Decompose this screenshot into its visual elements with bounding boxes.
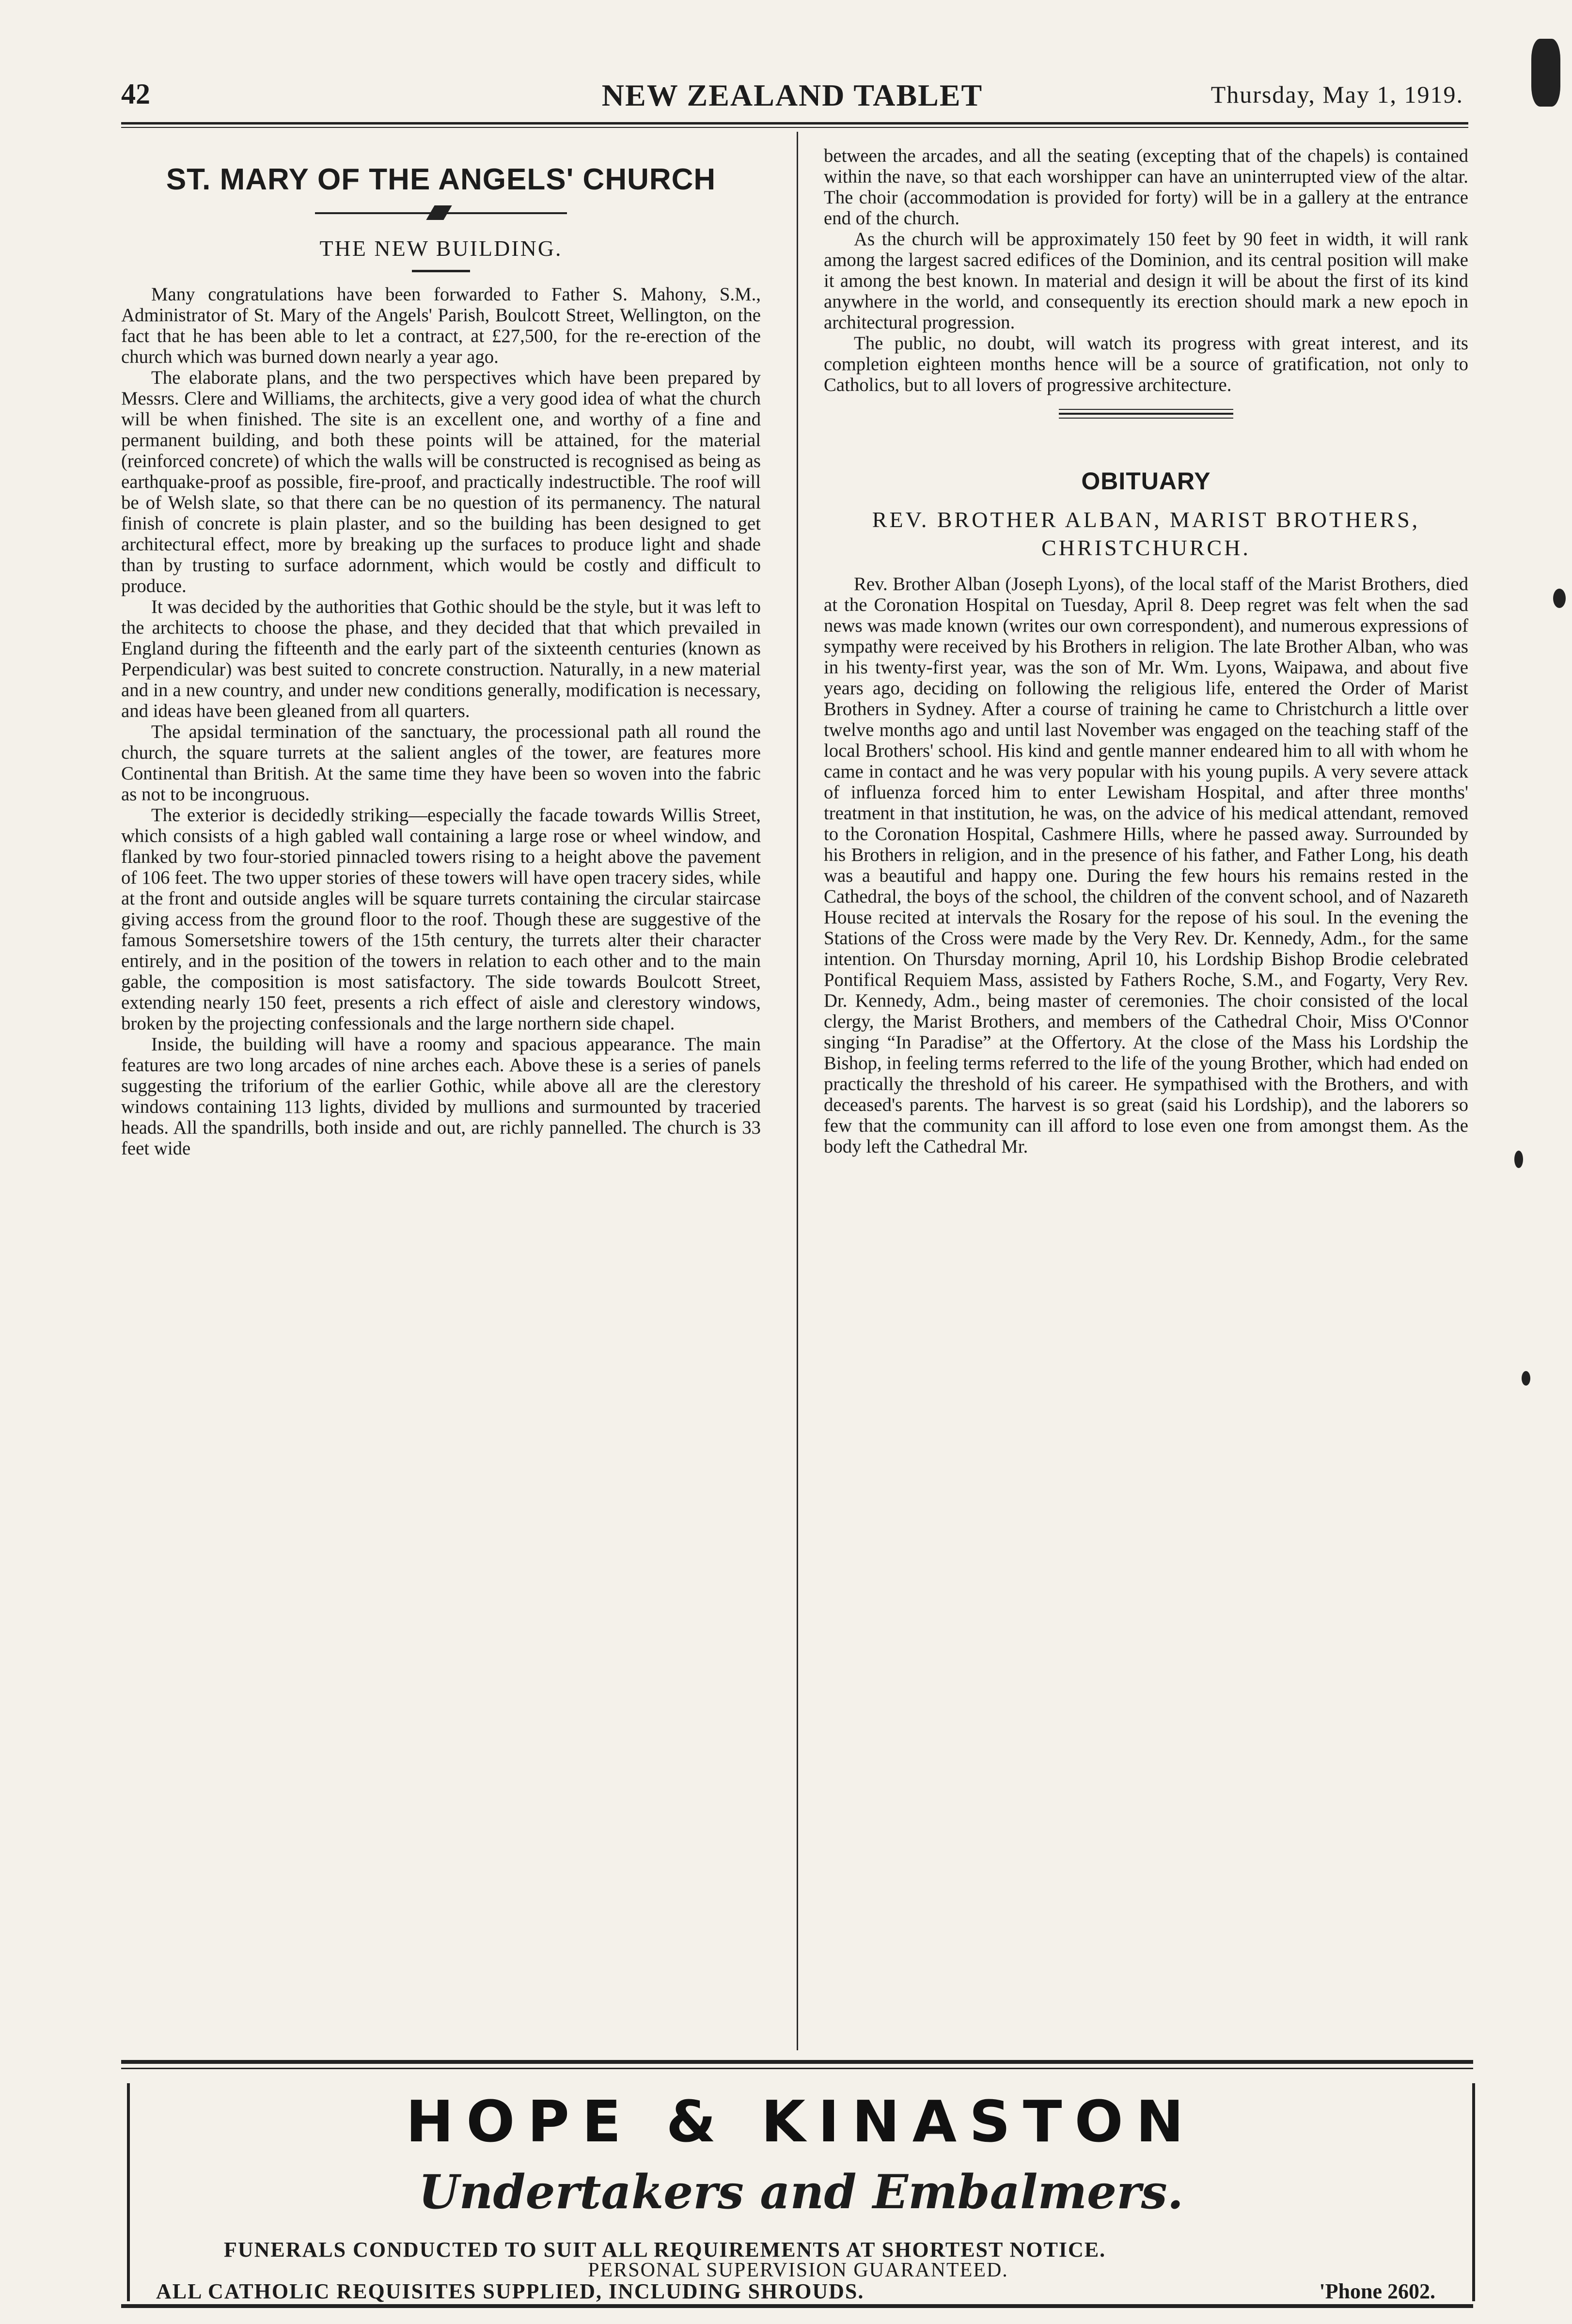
article-body (121, 284, 761, 1159)
publication-title: NEW ZEALAND TABLET (601, 78, 983, 112)
section-separator (1059, 409, 1233, 419)
column-divider (797, 132, 798, 2050)
right-column (824, 145, 1468, 2059)
ad-supervision-line: PERSONAL SUPERVISION GUARANTEED. (588, 2259, 1008, 2281)
ad-text-block (127, 2083, 1469, 2301)
article-subheading: THE NEW BUILDING. (319, 236, 563, 261)
issue-date: Thursday, May 1, 1919. (1210, 81, 1463, 108)
article-continuation (824, 145, 1468, 395)
ad-funerals-line: FUNERALS CONDUCTED TO SUIT ALL REQUIREMENTS AT SHORTEST NOTICE. (224, 2238, 1106, 2262)
margin-speck (1514, 1151, 1523, 1168)
ad-requisites-line: ALL CATHOLIC REQUISITES SUPPLIED, INCLUDING SHROUDS. (156, 2279, 865, 2303)
ad-phone: 'Phone 2602. (1319, 2279, 1435, 2303)
running-head (121, 78, 1463, 116)
paragraph: The elaborate plans, and the two perspectives which have been prepared by Messrs. Clere and Williams, the architects, give a very good idea of what the church will be when finished. The site is an excellent one, and worthy of a fine and permanent building, and both these points will be attained, for the material (reinforced concrete) of which the walls will be constructed is recognised as being as earthquake-proof as possible, fire-proof, and practically indestructible. The roof will be of Welsh slate, so that there can be no question of its permanency. The natural finish of concrete is plain plaster, and so the building has been designed to get architectural effect, more by breaking up the surfaces to produce light and shade than by trusting to surface adornment, which would be costly and difficult to produce. (121, 367, 761, 596)
paragraph: Rev. Brother Alban (Joseph Lyons), of the local staff of the Marist Brothers, died at the Coronation Hospital on Tuesday, April 8. Deep regret was felt when the sad news was made known (writes our own correspondent), and numerous expressions of sympathy were received by his Brothers in religion. The late Brother Alban, who was in his twenty-first year, was the son of Mr. Wm. Lyons, Waipawa, and about five years ago, deciding on following the religious life, entered the Order of Marist Brothers in Sydney. After a course of training he came to Christchurch a little over twelve months ago and until last November was engaged on the teaching staff of the local Brothers' school. His kind and gentle manner endeared him to all with whom he came in contact and he was very popular with his young pupils. A very severe attack of influenza forced him to enter Lewisham Hospital, and after three months' treatment in that institution, he was, on the advice of his medical attendant, removed to the Coronation Hospital, Cashmere Hills, where he passed away. Surrounded by his Brothers in religion, and in the presence of his father, and Father Long, his death was a beautiful and happy one. During the few hours his remains rested in the Cathedral, the boys of the school, the children of the convent school, and of Nazareth House recited at intervals the Rosary for the repose of his soul. In the evening the Stations of the Cross were made by the Very Rev. Dr. Kennedy, Adm., for the same intention. On Thursday morning, April 10, his Lordship Bishop Brodie celebrated Pontifical Requiem Mass, assisted by Fathers Roche, S.M., and Fogarty, Very Rev. Dr. Kennedy, Adm., being master of ceremonies. The choir consisted of the local clergy, the Marist Brothers, and members of the Cathedral Choir, Miss O'Connor singing “In Paradise” at the Offertory. At the close of the Mass his Lordship the Bishop, in feeling terms referred to the life of the young Brother, which had ended on practically the threshold of his career. He sympathised with the Brothers, and with deceased's parents. The harvest is so great (said his Lordship), and the laborers so few that the community can ill afford to lose even one from amongst them. As the body left the Cathedral Mr. (824, 574, 1468, 1157)
margin-speck (1553, 589, 1566, 608)
obituary-body (824, 574, 1468, 1157)
margin-blot (1531, 39, 1560, 107)
paragraph: The exterior is decidedly striking—especially the facade towards Willis Street, which consists of a high gabled wall containing a large rose or wheel window, and flanked by two four-storied pinnacled towers rising to a height above the pavement of 106 feet. The two upper stories of these towers will have open tracery sides, while at the front and outside angles will be square turrets containing the circular staircase giving access from the ground floor to the roof. Though these are suggestive of the famous Somersetshire towers of the 15th century, the turrets alter their character entirely, and in the position of the towers in relation to each other and to the main gable, the composition is most satisfactory. The side towards Boulcott Street, extending nearly 150 feet, presents a rich effect of aisle and clerestory windows, broken by the projecting confessionals and the large northern side chapel. (121, 805, 761, 1034)
ad-bottom-rule (121, 2304, 1473, 2308)
paragraph: The apsidal termination of the sanctuary, the processional path all round the church, the square turrets at the salient angles of the tower, are features more Continental than British. At the same time they have been so woven into the fabric as not to be incongruous. (121, 721, 761, 805)
header-rule (121, 122, 1468, 125)
obituary-heading: OBITUARY (1081, 468, 1211, 495)
paragraph: It was decided by the authorities that Gothic should be the style, but it was left to the architects to choose the phase, and they decided that that which prevailed in England during the fifteenth and the early part of the sixteenth centuries (known as Perpendicular) was best suited to concrete construction. Naturally, in a new material and in a new country, and under new conditions generally, modification is necessary, and ideas have been gleaned from all quarters. (121, 596, 761, 721)
paragraph: Many congratulations have been forwarded to Father S. Mahony, S.M., Administrator of St. Mary of the Angels' Parish, Boulcott Street, Wellington, on the fact that he has been able to let a contract, at £27,500, for the re-erection of the church which was burned down nearly a year ago. (121, 284, 761, 367)
ad-firm-name: HOPE & KINASTON (406, 2088, 1196, 2155)
left-column (121, 145, 761, 2059)
paragraph: between the arcades, and all the seating (excepting that of the chapels) is contained within the nave, so that each worshipper can have an uninterrupted view of the altar. The choir (accommodation is provided for forty) will be in a gallery at the entrance end of the church. (824, 145, 1468, 229)
header-rule-thin (121, 127, 1468, 128)
margin-speck (1522, 1371, 1530, 1386)
ad-top-rule (121, 2060, 1473, 2064)
page-number: 42 (121, 78, 150, 110)
headline-ornament (315, 203, 567, 223)
paragraph: As the church will be approximately 150 feet by 90 feet in width, it will rank among the largest sacred edifices of the Dominion, and its central position will make it among the best known. In material and design it will be about the first of its kind anywhere in the world, and consequently its erection should mark a new epoch in architectural progression. (824, 229, 1468, 333)
ad-top-rule-thin (121, 2068, 1473, 2069)
paragraph: Inside, the building will have a roomy and spacious appearance. The main features are two long arcades of nine arches each. Above these is a series of panels suggesting the triforium of the earlier Gothic, while above all are the clerestory windows containing 113 lights, divided by mullions and surmounted by traceried heads. All the spandrills, both inside and out, are richly pannelled. The church is 33 feet wide (121, 1034, 761, 1159)
subheading-rule (412, 270, 470, 272)
paragraph: The public, no doubt, will watch its progress with great interest, and its completion eighteen months hence will be a source of gratification, not only to Catholics, but to all lovers of progressive architecture. (824, 333, 1468, 395)
article-headline: ST. MARY OF THE ANGELS' CHURCH (166, 163, 716, 196)
ad-trade-line: Undertakers and Embalmers. (418, 2165, 1184, 2219)
obituary-subheading: REV. BROTHER ALBAN, MARIST BROTHERS, CHRISTCHURCH. (872, 507, 1420, 560)
